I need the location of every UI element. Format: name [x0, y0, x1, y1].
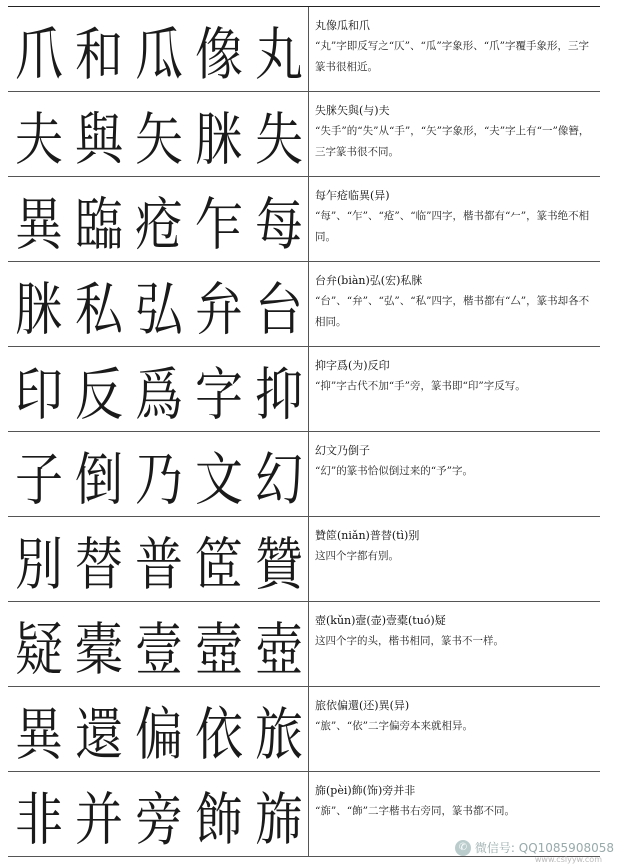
- row-text: “旆”、“飾”二字楷书右旁同，篆书都不同。: [315, 805, 515, 817]
- seal-glyph: 旆: [254, 786, 301, 853]
- comparison-table: [8, 6, 600, 857]
- seal-glyph: 贊: [254, 531, 301, 598]
- table-row: [8, 262, 600, 347]
- seal-glyph: 䇫: [194, 531, 241, 598]
- seal-glyph: 旁: [134, 786, 181, 853]
- seal-glyph: 非: [14, 786, 61, 853]
- seal-glyph: 失: [254, 106, 301, 173]
- row-title: 丸像瓜和爪: [315, 19, 370, 32]
- seal-glyph: 替: [74, 531, 121, 598]
- seal-glyph: 乍: [194, 191, 241, 258]
- seal-glyph: 反: [74, 361, 121, 428]
- row-title: 失脒矢與(与)夫: [315, 104, 390, 117]
- seal-glyph: 脒: [194, 106, 241, 173]
- seal-glyph: 弘: [134, 276, 181, 343]
- table-row: [8, 517, 600, 602]
- row-title: 台弁(biàn)弘(宏)私脒: [315, 274, 423, 287]
- seal-glyph: 壺: [254, 616, 301, 683]
- row-text: “幻”的篆书恰似倒过来的“予”字。: [315, 465, 473, 477]
- seal-glyph: 倒: [74, 446, 121, 513]
- seal-glyph: 壼: [194, 616, 241, 683]
- row-text: “台”、“弁”、“弘”、“私”四字，楷书都有“厶”，篆书却各不相同。: [315, 295, 590, 328]
- row-note: [309, 177, 600, 261]
- seal-glyph: 幻: [254, 446, 301, 513]
- row-note: [309, 7, 600, 91]
- row-title: 旅依偏還(还)異(异): [315, 699, 410, 712]
- seal-glyph: 疑: [14, 616, 61, 683]
- seal-glyph: 台: [254, 276, 301, 343]
- seal-glyph: 抑: [254, 361, 301, 428]
- seal-glyph-group: [8, 687, 309, 771]
- seal-glyph-group: [8, 517, 309, 601]
- row-note: [309, 262, 600, 346]
- row-text: “失手”的“失”从“手”，“矢”字象形，“夫”字上有“一”像簪，三字篆书很不同。: [315, 125, 590, 158]
- row-note: [309, 687, 600, 771]
- table-row: [8, 177, 600, 262]
- seal-glyph-group: [8, 432, 309, 516]
- seal-glyph: 與: [74, 106, 121, 173]
- seal-glyph: 異: [14, 701, 61, 768]
- seal-glyph-group: [8, 772, 309, 856]
- table-row: [8, 687, 600, 772]
- seal-glyph: 偏: [134, 701, 181, 768]
- seal-glyph: 異: [14, 191, 61, 258]
- row-title: 每乍疮临異(异): [315, 189, 390, 202]
- row-text: “抑”字古代不加“手”旁，篆书即“印”字反写。: [315, 380, 526, 392]
- table-row: [8, 432, 600, 517]
- row-title: 抑字爲(为)反印: [315, 359, 390, 372]
- row-text: 这四个字的头，楷书相同，篆书不一样。: [315, 635, 504, 647]
- seal-glyph: 丸: [254, 21, 301, 88]
- seal-glyph-group: [8, 262, 309, 346]
- seal-glyph: 子: [14, 446, 61, 513]
- seal-glyph-group: [8, 177, 309, 261]
- seal-glyph-group: [8, 347, 309, 431]
- row-text: “丸”字即反写之“仄”、“瓜”字象形、“爪”字覆手象形，三字篆书很相近。: [315, 40, 589, 73]
- seal-glyph: 旅: [254, 701, 301, 768]
- watermark: [455, 839, 614, 856]
- seal-glyph-group: [8, 602, 309, 686]
- row-title: 贊䇫(niǎn)普替(tì)别: [315, 529, 420, 542]
- seal-glyph: 依: [194, 701, 241, 768]
- seal-glyph-group: [8, 92, 309, 176]
- row-text: “旅”、“依”二字偏旁本来就相异。: [315, 720, 473, 732]
- row-note: [309, 602, 600, 686]
- row-text: 这四个字都有别。: [315, 550, 399, 562]
- seal-glyph: 并: [74, 786, 121, 853]
- row-title: 幻文乃倒子: [315, 444, 370, 457]
- seal-glyph: 脒: [14, 276, 61, 343]
- seal-glyph: 文: [194, 446, 241, 513]
- seal-glyph: 瓜: [134, 21, 181, 88]
- seal-glyph: 像: [194, 21, 241, 88]
- seal-glyph: 每: [254, 191, 301, 258]
- row-note: [309, 432, 600, 516]
- table-row: [8, 7, 600, 92]
- seal-glyph: 別: [14, 531, 61, 598]
- row-text: “每”、“乍”、“疮”、“临”四字，楷书都有“𠂉”，篆书绝不相同。: [315, 210, 590, 243]
- seal-glyph: 印: [14, 361, 61, 428]
- seal-glyph: 爲: [134, 361, 181, 428]
- row-note: [309, 517, 600, 601]
- row-title: 旆(pèi)飾(饰)旁并非: [315, 784, 416, 797]
- table-row: [8, 602, 600, 687]
- seal-glyph: 橐: [74, 616, 121, 683]
- seal-glyph: 弁: [194, 276, 241, 343]
- seal-glyph: 爪: [14, 21, 61, 88]
- table-row: [8, 347, 600, 432]
- seal-glyph: 臨: [74, 191, 121, 258]
- seal-glyph: 飾: [194, 786, 241, 853]
- seal-glyph: 普: [134, 531, 181, 598]
- row-note: [309, 347, 600, 431]
- seal-glyph-group: [8, 7, 309, 91]
- watermark-site: www.cslyyw.com: [534, 855, 602, 864]
- table-row: [8, 92, 600, 177]
- seal-glyph: 矢: [134, 106, 181, 173]
- row-title: 壺(kǔn)壼(壶)壹橐(tuó)疑: [315, 614, 446, 627]
- wechat-icon: ✆: [455, 840, 471, 856]
- row-note: [309, 92, 600, 176]
- seal-glyph: 壹: [134, 616, 181, 683]
- seal-glyph: 私: [74, 276, 121, 343]
- seal-glyph: 還: [74, 701, 121, 768]
- seal-glyph: 乃: [134, 446, 181, 513]
- seal-glyph: 字: [194, 361, 241, 428]
- watermark-label: 微信号: QQ1085908058: [474, 841, 614, 855]
- seal-glyph: 和: [74, 21, 121, 88]
- seal-glyph: 疮: [134, 191, 181, 258]
- seal-glyph: 夫: [14, 106, 61, 173]
